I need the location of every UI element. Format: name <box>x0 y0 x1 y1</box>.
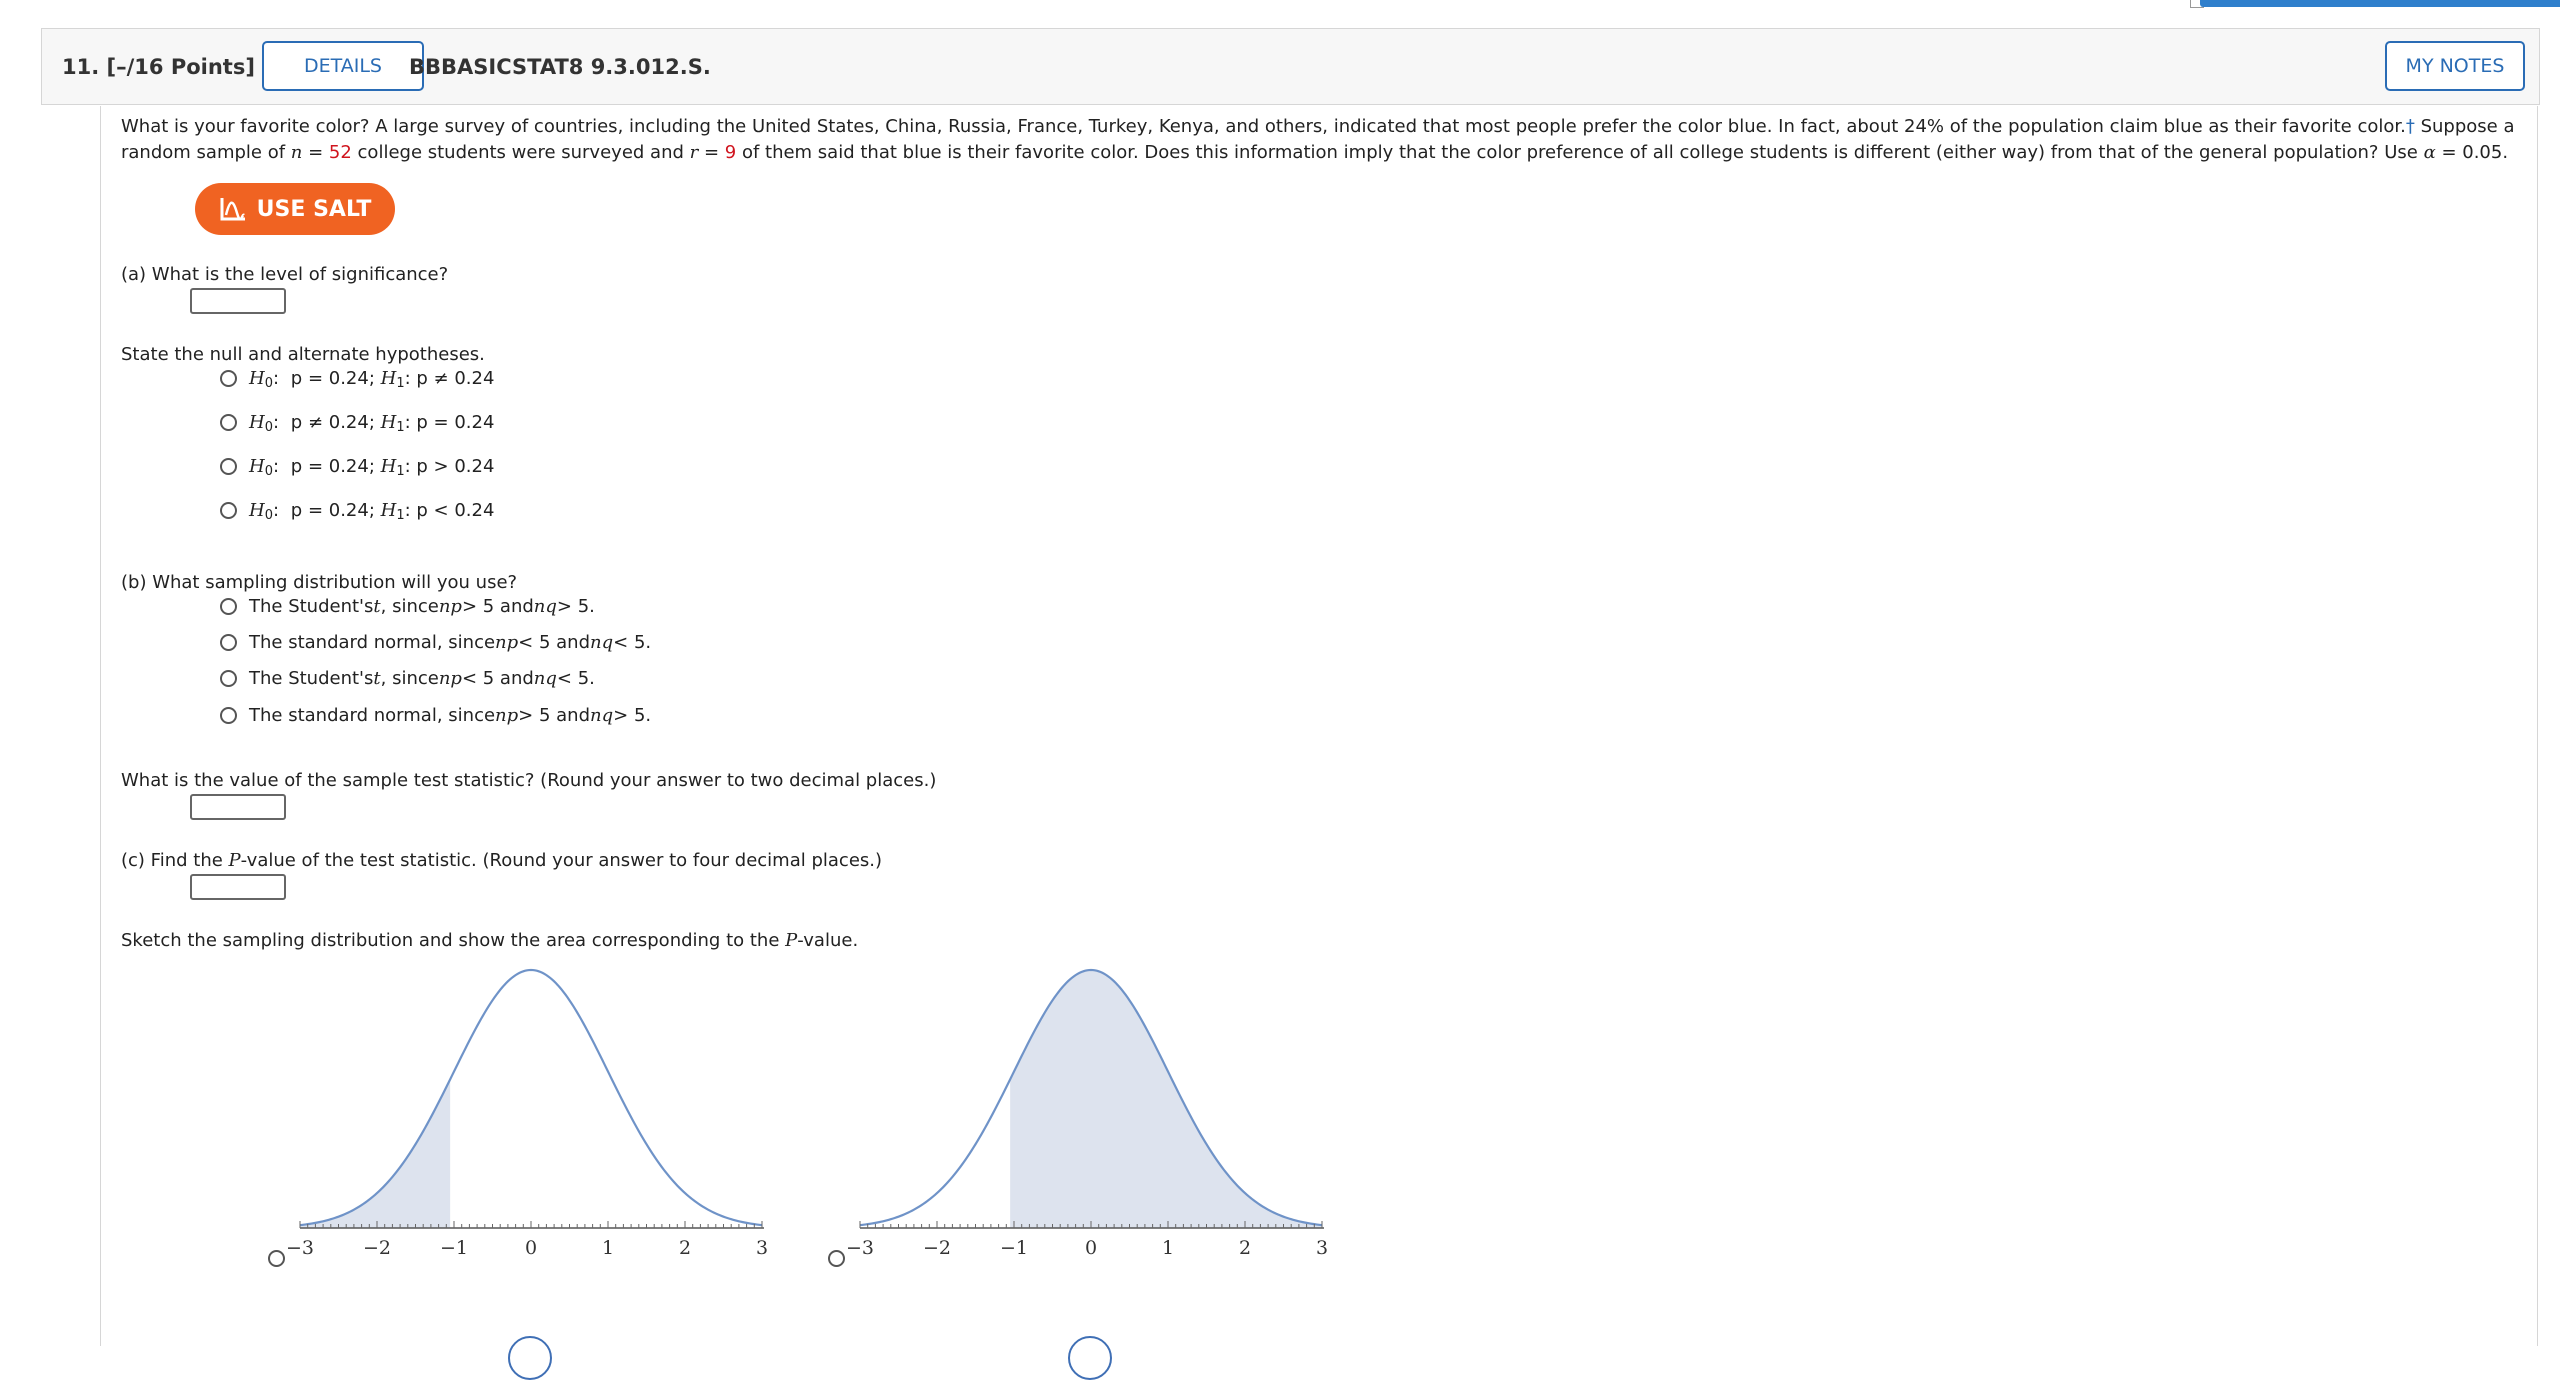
question-number: 11. [–/16 Points] <box>62 55 255 79</box>
hypothesis-option-2[interactable]: H 0 : p ≠ 0.24 ; H 1 : p = 0.24 <box>220 412 494 433</box>
tick-label: 0 <box>1084 1237 1098 1259</box>
tick-label: 0 <box>524 1237 538 1259</box>
use-salt-button[interactable]: USE SALT <box>195 183 395 235</box>
test-statistic-question: What is the value of the sample test statistic? (Round your answer to two decimal places.) <box>121 770 937 791</box>
hypotheses-title: State the null and alternate hypotheses. <box>121 344 485 365</box>
tick-label: −2 <box>362 1237 392 1259</box>
radio-button[interactable] <box>220 502 237 519</box>
tick-label: 3 <box>755 1237 769 1259</box>
prompt-line-1: What is your favorite color? A large survey of countries, including the United States, China, Russia, France, Turkey, Kenya, and others, indicated that most people prefer the color blue. In fact, about 24% of the population claim blue as their favorite color.† Suppose a <box>121 116 2515 137</box>
part-c-question: (c) Find the P-value of the test statistic. (Round your answer to four decimal places.) <box>121 850 883 871</box>
hypothesis-option-3[interactable]: H 0 : p = 0.24 ; H 1 : p > 0.24 <box>220 456 494 477</box>
footnote-link[interactable]: † <box>2405 116 2415 137</box>
hypothesis-option-4[interactable]: H 0 : p = 0.24 ; H 1 : p < 0.24 <box>220 500 494 521</box>
salt-chart-icon <box>219 196 247 222</box>
tick-label: 2 <box>678 1237 692 1259</box>
distribution-option-4[interactable]: The standard normal , since np > 5 and nq > 5. <box>220 705 651 726</box>
prompt-line-2: random sample of n = 52 college students were surveyed and r = 9 of them said that blue is their favorite color. Does this information imply that the color preference of all college students is different (either way) from that of the general population? Use α = 0.05. <box>121 142 2509 163</box>
tick-label: −3 <box>285 1237 315 1259</box>
hypothesis-option-1[interactable]: H 0 : p = 0.24 ; H 1 : p ≠ 0.24 <box>220 368 494 389</box>
radio-button[interactable] <box>220 458 237 475</box>
tick-label: 2 <box>1238 1237 1252 1259</box>
n-value: 52 <box>328 142 352 163</box>
shaded-p-value-area <box>300 1079 450 1228</box>
next-sketch-radio-1[interactable] <box>508 1336 552 1380</box>
r-value: 9 <box>724 142 737 163</box>
normal-curve-sketch-right <box>840 962 1400 1282</box>
shaded-p-value-area <box>1010 970 1322 1228</box>
distribution-option-1[interactable]: The Student's t , since np > 5 and nq > 5. <box>220 596 595 617</box>
normal-curve-line <box>300 970 762 1225</box>
distribution-option-2[interactable]: The standard normal , since np < 5 and nq < 5. <box>220 632 651 653</box>
top-progress-strip <box>2200 0 2560 7</box>
normal-curve-sketch-left <box>280 962 840 1282</box>
my-notes-button[interactable]: MY NOTES <box>2385 41 2525 91</box>
sketch-option-radio-1[interactable] <box>268 1250 285 1267</box>
radio-button[interactable] <box>220 598 237 615</box>
distribution-option-3[interactable]: The Student's t , since np < 5 and nq < 5. <box>220 668 595 689</box>
tick-label: 1 <box>1161 1237 1175 1259</box>
p-value-input[interactable] <box>190 874 286 900</box>
question-header <box>41 28 2540 105</box>
tick-label: 1 <box>601 1237 615 1259</box>
significance-answer-input[interactable] <box>190 288 286 314</box>
radio-button[interactable] <box>220 414 237 431</box>
tick-label: −1 <box>439 1237 469 1259</box>
radio-button[interactable] <box>220 670 237 687</box>
question-code: BBBASICSTAT8 9.3.012.S. <box>409 55 711 79</box>
test-statistic-input[interactable] <box>190 794 286 820</box>
next-sketch-radio-2[interactable] <box>1068 1336 1112 1380</box>
sketch-option-radio-2[interactable] <box>828 1250 845 1267</box>
sketch-instruction: Sketch the sampling distribution and show the area corresponding to the P-value. <box>121 930 859 951</box>
tick-label: −2 <box>922 1237 952 1259</box>
tick-label: −3 <box>845 1237 875 1259</box>
radio-button[interactable] <box>220 634 237 651</box>
tick-label: −1 <box>999 1237 1029 1259</box>
part-b-question: (b) What sampling distribution will you use? <box>121 572 518 593</box>
details-button[interactable]: DETAILS <box>262 41 424 91</box>
part-a-question: (a) What is the level of significance? <box>121 264 449 285</box>
tick-label: 3 <box>1315 1237 1329 1259</box>
radio-button[interactable] <box>220 370 237 387</box>
radio-button[interactable] <box>220 707 237 724</box>
